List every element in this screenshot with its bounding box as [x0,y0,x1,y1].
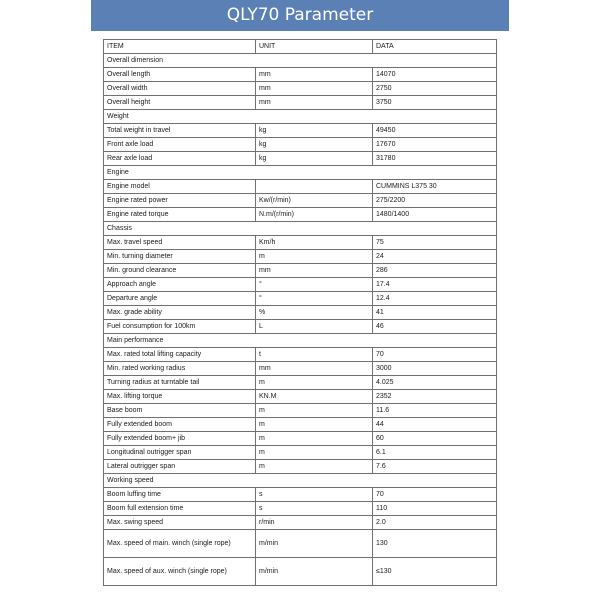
cell-unit: mm [256,68,373,82]
table-row [104,404,497,418]
section-label: Chassis [104,222,497,236]
cell-unit: m [256,432,373,446]
table-row [104,180,497,194]
cell-data: 1480/1400 [373,208,497,222]
cell-data: 2.0 [373,516,497,530]
table-row [104,446,497,460]
cell-unit: kg [256,124,373,138]
cell-unit: Kw/(r/min) [256,194,373,208]
cell-item: Max. rated total lifting capacity [104,348,256,362]
column-header-unit: UNIT [256,40,373,54]
section-label: Weight [104,110,497,124]
cell-item: Fully extended boom+ jib [104,432,256,446]
cell-data: 70 [373,348,497,362]
cell-data: 24 [373,250,497,264]
cell-unit: m [256,376,373,390]
cell-unit [256,180,373,194]
cell-item: Min. turning diameter [104,250,256,264]
cell-unit: m [256,418,373,432]
cell-data: 60 [373,432,497,446]
cell-data: 7.6 [373,460,497,474]
table-row [104,292,497,306]
table-row [104,320,497,334]
cell-unit: L [256,320,373,334]
cell-data: CUMMINS L375 30 [373,180,497,194]
cell-item: Max. swing speed [104,516,256,530]
cell-unit: ° [256,292,373,306]
section-row [104,54,497,68]
cell-item: Min. rated working radius [104,362,256,376]
cell-data: 41 [373,306,497,320]
cell-unit: N.m/(r/min) [256,208,373,222]
section-row [104,110,497,124]
cell-data: 12.4 [373,292,497,306]
cell-unit: KN.M [256,390,373,404]
cell-data: 286 [373,264,497,278]
cell-unit: m [256,460,373,474]
cell-data: 17.4 [373,278,497,292]
cell-item: Max. speed of aux. winch (single rope) [104,558,256,586]
table-row [104,208,497,222]
cell-data: 44 [373,418,497,432]
table-row [104,488,497,502]
cell-data: 46 [373,320,497,334]
table-row [104,138,497,152]
cell-unit: kg [256,138,373,152]
column-header-item: ITEM [104,40,256,54]
cell-unit: r/min [256,516,373,530]
section-label: Engine [104,166,497,180]
cell-data: ≤130 [373,558,497,586]
cell-item: Max. speed of main. winch (single rope) [104,530,256,558]
table-row [104,124,497,138]
cell-item: Max. travel speed [104,236,256,250]
table-row [104,418,497,432]
table-row [104,306,497,320]
cell-item: Engine rated torque [104,208,256,222]
cell-item: Fully extended boom [104,418,256,432]
cell-item: Overall length [104,68,256,82]
cell-item: Turning radius at turntable tail [104,376,256,390]
table-row [104,376,497,390]
section-label: Overall dimension [104,54,497,68]
cell-unit: s [256,488,373,502]
cell-item: Total weight in travel [104,124,256,138]
table-row [104,96,497,110]
cell-data: 130 [373,530,497,558]
section-label: Main performance [104,334,497,348]
table-row [104,516,497,530]
cell-data: 6.1 [373,446,497,460]
cell-data: 110 [373,502,497,516]
section-label: Working speed [104,474,497,488]
table-row [104,264,497,278]
cell-data: 2352 [373,390,497,404]
cell-item: Boom luffing time [104,488,256,502]
cell-item: Overall width [104,82,256,96]
cell-unit: m [256,446,373,460]
cell-unit: mm [256,96,373,110]
table-row [104,236,497,250]
section-row [104,334,497,348]
cell-item: Min. ground clearance [104,264,256,278]
parameter-table [103,39,497,586]
cell-data: 31780 [373,152,497,166]
cell-data: 4.025 [373,376,497,390]
cell-item: Approach angle [104,278,256,292]
page-title: QLY70 Parameter [91,0,509,31]
cell-unit: m [256,250,373,264]
cell-item: Boom full extension time [104,502,256,516]
cell-data: 11.6 [373,404,497,418]
cell-data: 14070 [373,68,497,82]
table-row [104,82,497,96]
cell-unit: s [256,502,373,516]
cell-unit: m/min [256,558,373,586]
table-row [104,194,497,208]
cell-item: Lateral outrigger span [104,460,256,474]
cell-unit: Km/h [256,236,373,250]
table-row [104,390,497,404]
cell-unit: mm [256,82,373,96]
table-row [104,460,497,474]
table-header-row [104,40,497,54]
table-row [104,68,497,82]
cell-data: 17670 [373,138,497,152]
cell-item: Departure angle [104,292,256,306]
cell-item: Fuel consumption for 100km [104,320,256,334]
cell-item: Max. grade ability [104,306,256,320]
cell-unit: m [256,404,373,418]
cell-data: 49450 [373,124,497,138]
cell-item: Rear axle load [104,152,256,166]
table-row [104,530,497,558]
cell-unit: mm [256,362,373,376]
cell-item: Overall height [104,96,256,110]
table-row [104,558,497,586]
cell-unit: kg [256,152,373,166]
cell-data: 275/2200 [373,194,497,208]
table-row [104,250,497,264]
table-row [104,502,497,516]
table-row [104,362,497,376]
section-row [104,222,497,236]
cell-item: Engine model [104,180,256,194]
cell-unit: t [256,348,373,362]
column-header-data: DATA [373,40,497,54]
cell-item: Engine rated power [104,194,256,208]
cell-item: Max. lifting torque [104,390,256,404]
cell-unit: ° [256,278,373,292]
cell-item: Longitudinal outrigger span [104,446,256,460]
table-row [104,348,497,362]
table-row [104,152,497,166]
cell-unit: m/min [256,530,373,558]
cell-item: Front axle load [104,138,256,152]
cell-unit: mm [256,264,373,278]
cell-data: 2750 [373,82,497,96]
section-row [104,166,497,180]
cell-unit: % [256,306,373,320]
table-row [104,432,497,446]
section-row [104,474,497,488]
cell-data: 3750 [373,96,497,110]
cell-item: Base boom [104,404,256,418]
table-row [104,278,497,292]
cell-data: 75 [373,236,497,250]
cell-data: 3000 [373,362,497,376]
cell-data: 70 [373,488,497,502]
